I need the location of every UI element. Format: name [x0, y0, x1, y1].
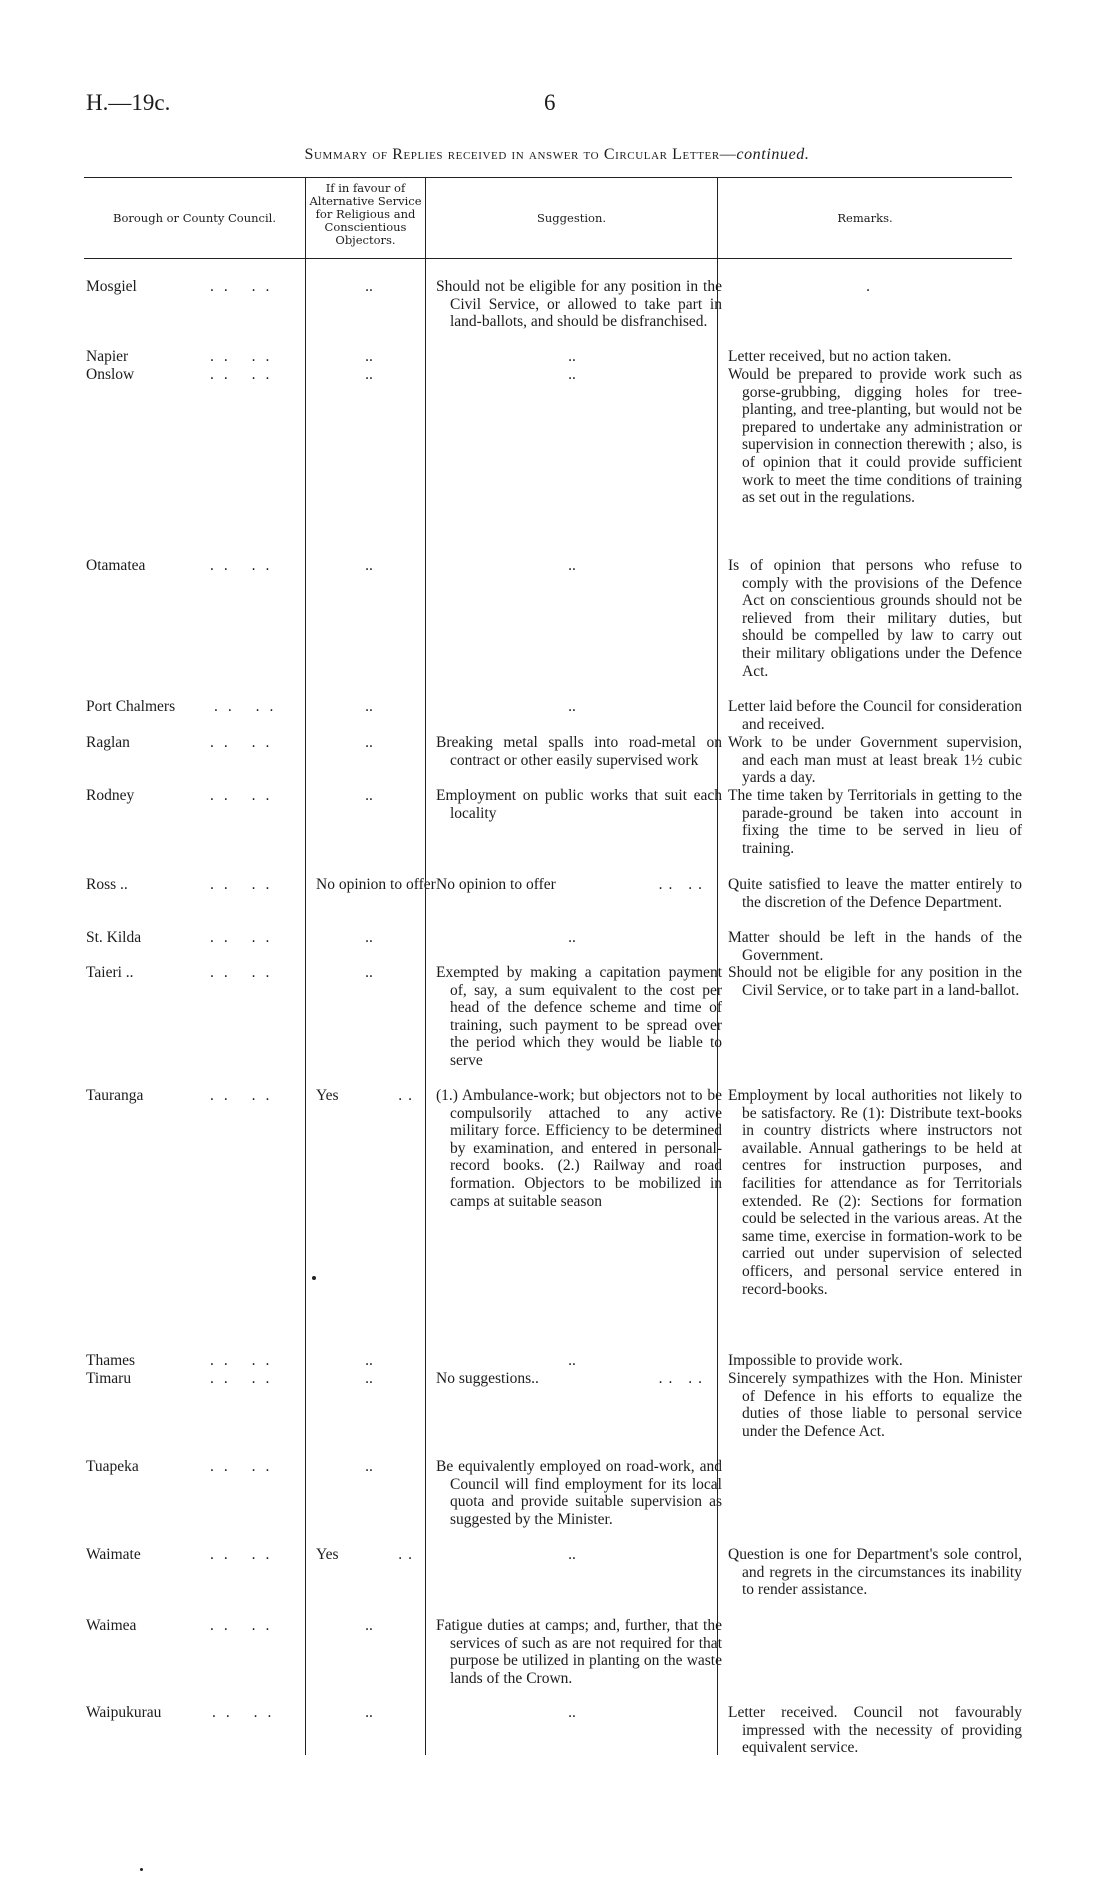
suggestion-cell: Be equivalently employed on road-work, and Council will find employment for its local quota and provide suitable supervision as suggested by the Minister.: [436, 1458, 722, 1528]
favour-cell: ..: [365, 1617, 373, 1634]
leader-dots: .. ..: [210, 348, 280, 365]
favour-cell: ..: [365, 1458, 373, 1475]
leader-dots: .. ..: [210, 1087, 280, 1104]
page-title: [0, 146, 1114, 164]
leader-dots: .. ..: [210, 1617, 280, 1634]
council-name: Ross ..: [86, 876, 128, 893]
table-row-council: [86, 1704, 304, 1722]
favour-cell: ..: [365, 929, 373, 946]
table-row-council: [86, 557, 304, 575]
leader-dots: .. ..: [658, 876, 708, 893]
suggestion-cell: ..: [568, 557, 576, 574]
council-name: Raglan: [86, 734, 130, 751]
favour-cell: ..: [365, 278, 373, 295]
remarks-cell: Matter should be left in the hands of the Government.: [728, 929, 1022, 964]
favour-cell: [316, 1087, 422, 1105]
remarks-cell: Sincerely sympathizes with the Hon. Minister of Defence in his efforts to equalize the duties of those liable to personal service under the Defence Act.: [728, 1370, 1022, 1440]
table-row-council: [86, 787, 304, 805]
favour-cell: ..: [365, 734, 373, 751]
remarks-cell: Impossible to provide work.: [728, 1352, 903, 1369]
column-header-suggestion-text: Suggestion.: [537, 210, 606, 225]
table-row-council: [86, 366, 304, 384]
leader-dots: .. ..: [210, 787, 280, 804]
suggestion-cell: ..: [568, 366, 576, 383]
favour-cell: ..: [365, 1352, 373, 1369]
remarks-cell: .: [866, 278, 870, 295]
header-bottom-rule: [84, 258, 1012, 259]
remarks-cell: Quite satisfied to leave the matter entirely to the discretion of the Defence Department.: [728, 876, 1022, 911]
table-row-council: [86, 964, 304, 982]
council-name: Onslow: [86, 366, 135, 383]
favour-cell: ..: [365, 1704, 373, 1721]
leader-dots: .. ..: [210, 278, 280, 295]
council-name: Rodney: [86, 787, 135, 804]
suggestion-cell: ..: [568, 929, 576, 946]
leader-dots: ..: [398, 1087, 418, 1104]
leader-dots: .. ..: [210, 929, 280, 946]
leader-dots: .. ..: [210, 366, 280, 383]
leader-dots: .. ..: [210, 876, 280, 893]
council-name: Taieri ..: [86, 964, 134, 981]
column-divider-2: [425, 177, 426, 1755]
column-header-suggestion: [426, 180, 717, 256]
remarks-cell: Question is one for Department's sole control, and regrets in the circumstances its inability to render assistance.: [728, 1546, 1022, 1599]
council-name: Thames: [86, 1352, 136, 1369]
leader-dots: .. ..: [210, 734, 280, 751]
favour-cell: ..: [365, 1370, 373, 1387]
suggestion-cell: ..: [568, 348, 576, 365]
leader-dots: ..: [398, 1546, 418, 1563]
table-row-council: [86, 1458, 304, 1476]
suggestion-text: No suggestions..: [436, 1370, 539, 1387]
column-header-council-text: Borough or County Council.: [113, 210, 276, 225]
suggestion-cell: Breaking metal spalls into road-metal on contract or other easily supervised work: [436, 734, 722, 769]
favour-cell: ..: [365, 557, 373, 574]
favour-cell: ..: [365, 698, 373, 715]
suggestion-cell: Exempted by making a capitation payment of, say, a sum equivalent to the cost per head of the defence scheme and time of training, such payment to be spread over the period which they would be liable to serve: [436, 964, 722, 1069]
council-name: Waimea: [86, 1617, 137, 1634]
favour-text: Yes: [316, 1546, 339, 1563]
remarks-cell: Employment by local authorities not likely to be satisfactory. Re (1): Distribute text-books in country districts where instructors not available. Annual gatherings to be held at centres for instruction purposes, and facilities for attendance as for Territorials extended. Re (2): Sections for formation could be selected in the various areas. At the same time, exercise in formation-work to be carried out under supervision of selected officers, and personal service entered in record-books.: [728, 1087, 1022, 1298]
column-divider-1: [305, 177, 306, 1755]
suggestion-cell: ..: [568, 1352, 576, 1369]
suggestion-cell: [436, 876, 708, 894]
suggestion-cell: [436, 1370, 708, 1388]
column-header-favour: [307, 182, 424, 247]
leader-dots: .. ..: [214, 698, 284, 715]
suggestion-cell: ..: [568, 698, 576, 715]
table-row-council: [86, 1370, 304, 1388]
leader-dots: .. ..: [210, 1370, 280, 1387]
suggestion-cell: ..: [568, 1546, 576, 1563]
council-name: Mosgiel: [86, 278, 137, 295]
leader-dots: .. ..: [210, 1458, 280, 1475]
council-name: Tuapeka: [86, 1458, 139, 1475]
table-row-council: [86, 1352, 304, 1370]
council-name: Waipukurau: [86, 1704, 162, 1721]
council-name: Waimate: [86, 1546, 141, 1563]
suggestion-cell: (1.) Ambulance-work; but objectors not to be compulsorily attached to any active military force. Efficiency to be determined by examination, and entered in personal-record books. (2.) Railway and road formation. Objectors to be mobilized in camps at suitable season: [436, 1087, 722, 1210]
favour-cell: [316, 1546, 422, 1564]
table-row-council: [86, 1087, 304, 1105]
ink-speck: [312, 1276, 316, 1280]
remarks-cell: Letter received, but no action taken.: [728, 348, 952, 365]
council-name: Napier: [86, 348, 129, 365]
column-header-remarks-text: Remarks.: [837, 210, 893, 225]
page-id: H.—19c.: [86, 90, 171, 115]
remarks-cell: Work to be under Government supervision, and each man must at least break 1½ cubic yards a day.: [728, 734, 1022, 787]
favour-cell: No opinion to offer: [316, 876, 436, 893]
table-row-council: [86, 1546, 304, 1564]
remarks-cell: Letter received. Council not favourably impressed with the necessity of providing equivalent service.: [728, 1704, 1022, 1757]
ink-speck: [140, 1868, 143, 1871]
remarks-cell: Letter laid before the Council for consideration and received.: [728, 698, 1022, 733]
council-name: St. Kilda: [86, 929, 142, 946]
council-name: Tauranga: [86, 1087, 144, 1104]
remarks-cell: Would be prepared to provide work such as gorse-grubbing, digging holes for tree-planting, and tree-planting, but would not be prepared to undertake any administration or supervision in connection therewith ; also, is of opinion that it could provide sufficient work to meet the time conditions of training as set out in the regulations.: [728, 366, 1022, 507]
table-top-rule: [84, 177, 1012, 178]
remarks-cell: Should not be eligible for any position in the Civil Service, or to take part in a land-ballot.: [728, 964, 1022, 999]
table-row-council: [86, 348, 304, 366]
table-row-council: [86, 278, 304, 296]
leader-dots: .. ..: [658, 1370, 708, 1387]
leader-dots: .. ..: [212, 1704, 282, 1721]
table-row-council: [86, 929, 304, 947]
favour-cell: ..: [365, 366, 373, 383]
column-header-favour-text: If in favour of Alternative Service for Religious and Conscientious Objectors.: [309, 181, 422, 247]
remarks-cell: The time taken by Territorials in getting to the parade-ground be taken into account in fixing the time to be served in lieu of training.: [728, 787, 1022, 857]
remarks-cell: Is of opinion that persons who refuse to comply with the provisions of the Defence Act on conscientious grounds should not be relieved from their military duties, but should be compelled by law to carry out their military obligations under the Defence Act.: [728, 557, 1022, 680]
suggestion-cell: Should not be eligible for any position in the Civil Service, or allowed to take part in land-ballots, and should be disfranchised.: [436, 278, 722, 331]
leader-dots: .. ..: [210, 1546, 280, 1563]
title-text: Summary of Replies received in answer to Circular Letter—: [304, 146, 737, 163]
leader-dots: .. ..: [210, 964, 280, 981]
council-name: Port Chalmers: [86, 698, 176, 715]
table-row-council: [86, 876, 304, 894]
page-number: 6: [544, 90, 556, 115]
suggestion-cell: Fatigue duties at camps; and, further, that the services of such as are not required for that purpose be utilized in planting on the waste lands of the Crown.: [436, 1617, 722, 1687]
table-row-council: [86, 1617, 304, 1635]
title-continued: continued.: [736, 146, 810, 163]
column-header-council: [84, 180, 305, 256]
council-name: Timaru: [86, 1370, 132, 1387]
council-name: Otamatea: [86, 557, 146, 574]
table-row-council: [86, 698, 304, 716]
favour-cell: ..: [365, 787, 373, 804]
suggestion-text: No opinion to offer: [436, 876, 556, 893]
suggestion-cell: ..: [568, 1704, 576, 1721]
suggestion-cell: Employment on public works that suit each locality: [436, 787, 722, 822]
leader-dots: .. ..: [210, 557, 280, 574]
favour-cell: ..: [365, 964, 373, 981]
favour-text: Yes: [316, 1087, 339, 1104]
column-header-remarks: [718, 180, 1012, 256]
leader-dots: .. ..: [210, 1352, 280, 1369]
table-row-council: [86, 734, 304, 752]
favour-cell: ..: [365, 348, 373, 365]
